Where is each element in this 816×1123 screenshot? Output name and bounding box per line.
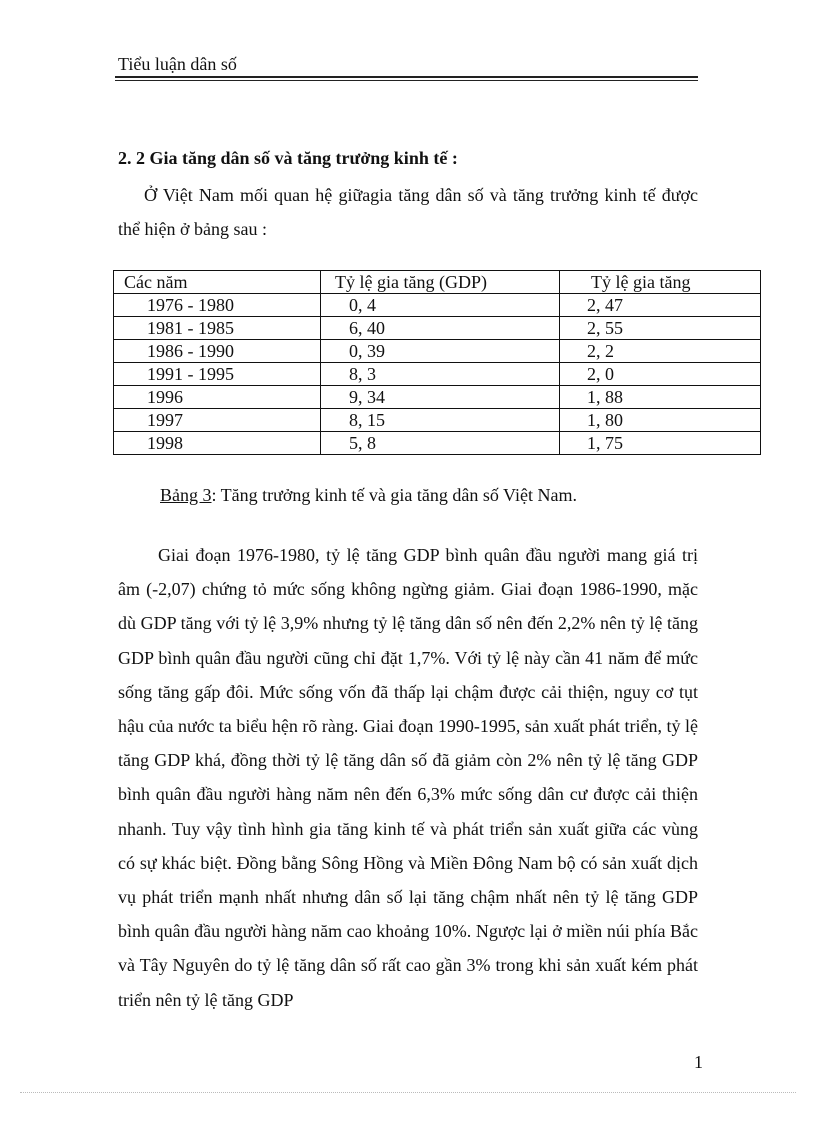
data-table (113, 270, 761, 455)
caption-text: : Tăng trưởng kinh tế và gia tăng dân số Việt Nam. (211, 485, 577, 505)
table-cell-years: 1998 (114, 432, 321, 455)
table-row (114, 340, 761, 363)
table-cell-gdp: 8, 15 (321, 409, 560, 432)
section-heading: 2. 2 Gia tăng dân số và tăng trưởng kinh tế : (118, 148, 458, 168)
bottom-rule (20, 1092, 796, 1093)
table-cell-gdp: 0, 4 (321, 294, 560, 317)
column-header-years: Các năm (114, 271, 321, 294)
page-number: 1 (694, 1052, 703, 1072)
table-header-row (114, 271, 761, 294)
table-cell-growth: 1, 88 (560, 386, 761, 409)
caption-label: Bảng 3 (160, 485, 212, 505)
intro-paragraph (118, 178, 698, 246)
table-row (114, 294, 761, 317)
table-cell-years: 1976 - 1980 (114, 294, 321, 317)
table-cell-gdp: 9, 34 (321, 386, 560, 409)
table-cell-years: 1991 - 1995 (114, 363, 321, 386)
body-paragraph (118, 538, 698, 1017)
table-cell-growth: 2, 0 (560, 363, 761, 386)
table-cell-gdp: 6, 40 (321, 317, 560, 340)
table-cell-years: 1996 (114, 386, 321, 409)
table-row (114, 409, 761, 432)
intro-text: Ở Việt Nam mối quan hệ giữagia tăng dân số và tăng trưởng kinh tế được thể hiện ở bảng sau : (118, 185, 698, 239)
table-cell-growth: 2, 2 (560, 340, 761, 363)
column-header-growth-rate: Tỷ lệ gia tăng (560, 271, 761, 294)
table-cell-years: 1981 - 1985 (114, 317, 321, 340)
table-cell-years: 1986 - 1990 (114, 340, 321, 363)
table-cell-years: 1997 (114, 409, 321, 432)
table-cell-gdp: 8, 3 (321, 363, 560, 386)
body-text: Giai đoạn 1976-1980, tỷ lệ tăng GDP bình quân đầu người mang giá trị âm (-2,07) chứng tỏ mức sống không ngừng giảm. Giai đoạn 1986-1990, mặc dù GDP tăng với tỷ lệ 3,9% nhưng tỷ lệ tăng dân số nên đến 2,2% nên tỷ lệ tăng GDP bình quân đầu người cũng chỉ đặt 1,7%. Với tỷ lệ này cần 41 năm để mức sống tăng gấp đôi. Mức sống vốn đã thấp lại chậm được cải thiện, nguy cơ tụt hậu của nước ta biểu hện rõ ràng. Giai đoạn 1990-1995, sản xuất phát triển, tỷ lệ tăng GDP khá, đồng thời tỷ lệ tăng dân số đã giảm còn 2% nên tỷ lệ tăng GDP bình quân đầu người hàng năm nên đến 6,3% mức sống dân cư được cải thiện nhanh. Tuy vậy tình hình gia tăng kinh tế và phát triển sản xuất giữa các vùng có sự khác biệt. Đồng bằng Sông Hồng và Miền Đông Nam bộ có sản xuất dịch vụ phát triển mạnh nhất nhưng dân số lại tăng chậm nhất nên tỷ lệ tăng GDP bình quân đầu người hàng năm cao khoảng 10%. Ngược lại ở miền núi phía Bắc và Tây Nguyên do tỷ lệ tăng dân số rất cao gần 3% trong khi sản xuất kém phát triển nên tỷ lệ tăng GDP (118, 545, 698, 1010)
header-rule (115, 76, 698, 81)
table-cell-growth: 1, 75 (560, 432, 761, 455)
table-row (114, 317, 761, 340)
table-row (114, 363, 761, 386)
table-cell-growth: 1, 80 (560, 409, 761, 432)
table-row (114, 432, 761, 455)
table-cell-gdp: 0, 39 (321, 340, 560, 363)
header-title: Tiểu luận dân số (118, 54, 237, 74)
table-row (114, 386, 761, 409)
table-caption (160, 483, 577, 507)
table-cell-growth: 2, 55 (560, 317, 761, 340)
table-cell-growth: 2, 47 (560, 294, 761, 317)
table-cell-gdp: 5, 8 (321, 432, 560, 455)
column-header-gdp-rate: Tỷ lệ gia tăng (GDP) (321, 271, 560, 294)
